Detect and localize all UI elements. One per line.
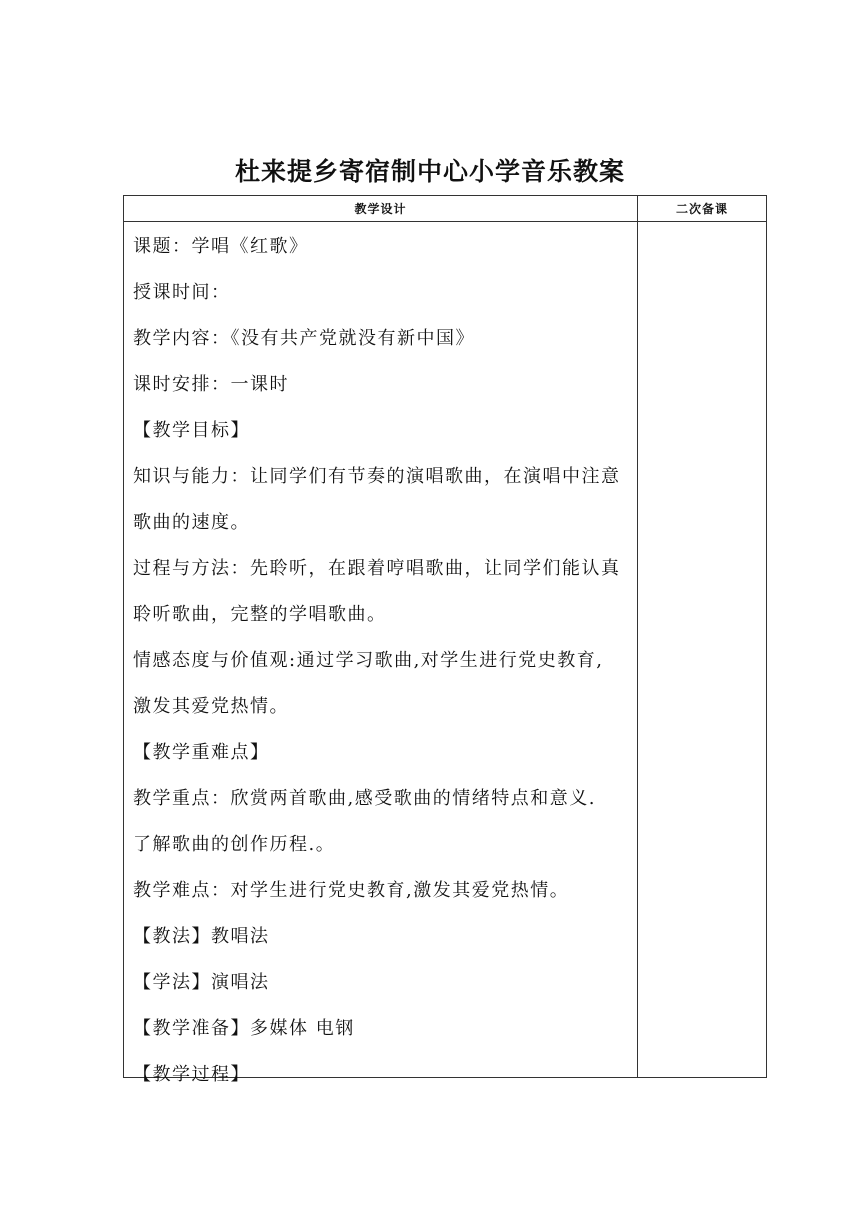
line-emotion-1: 情感态度与价值观:通过学习歌曲,对学生进行党史教育, bbox=[133, 650, 604, 671]
line-class-time: 授课时间： bbox=[133, 282, 231, 303]
line-teaching-method: 【教法】教唱法 bbox=[133, 926, 270, 947]
line-learning-method: 【学法】演唱法 bbox=[133, 972, 270, 993]
teaching-design-content bbox=[133, 224, 633, 1098]
line-schedule: 课时安排：一课时 bbox=[133, 374, 289, 395]
line-key-point-2: 了解歌曲的创作历程.。 bbox=[133, 834, 336, 855]
lesson-plan-table bbox=[123, 195, 767, 1085]
table-header-row bbox=[124, 196, 766, 222]
line-emotion-2: 激发其爱党热情。 bbox=[133, 696, 289, 717]
header-teaching-design: 教学设计 bbox=[354, 202, 407, 216]
line-knowledge-1: 知识与能力：让同学们有节奏的演唱歌曲，在演唱中注意 bbox=[133, 466, 621, 487]
line-objectives-heading: 【教学目标】 bbox=[133, 420, 250, 441]
line-preparation: 【教学准备】多媒体 电钢 bbox=[133, 1018, 355, 1039]
line-content: 教学内容：《没有共产党就没有新中国》 bbox=[133, 328, 475, 349]
column-divider bbox=[637, 196, 638, 1077]
line-knowledge-2: 歌曲的速度。 bbox=[133, 512, 250, 533]
line-process-heading: 【教学过程】 bbox=[133, 1064, 250, 1085]
line-difficulty: 教学难点：对学生进行党史教育,激发其爱党热情。 bbox=[133, 880, 570, 901]
line-process-2: 聆听歌曲，完整的学唱歌曲。 bbox=[133, 604, 387, 625]
line-key-points-heading: 【教学重难点】 bbox=[133, 742, 270, 763]
line-key-point-1: 教学重点：欣赏两首歌曲,感受歌曲的情绪特点和意义. bbox=[133, 788, 596, 809]
line-process-1: 过程与方法：先聆听，在跟着哼唱歌曲，让同学们能认真 bbox=[133, 558, 621, 579]
line-topic: 课题：学唱《红歌》 bbox=[133, 236, 309, 257]
document-title: 杜来提乡寄宿制中心小学音乐教案 bbox=[234, 157, 625, 186]
header-second-preparation: 二次备课 bbox=[675, 202, 728, 216]
